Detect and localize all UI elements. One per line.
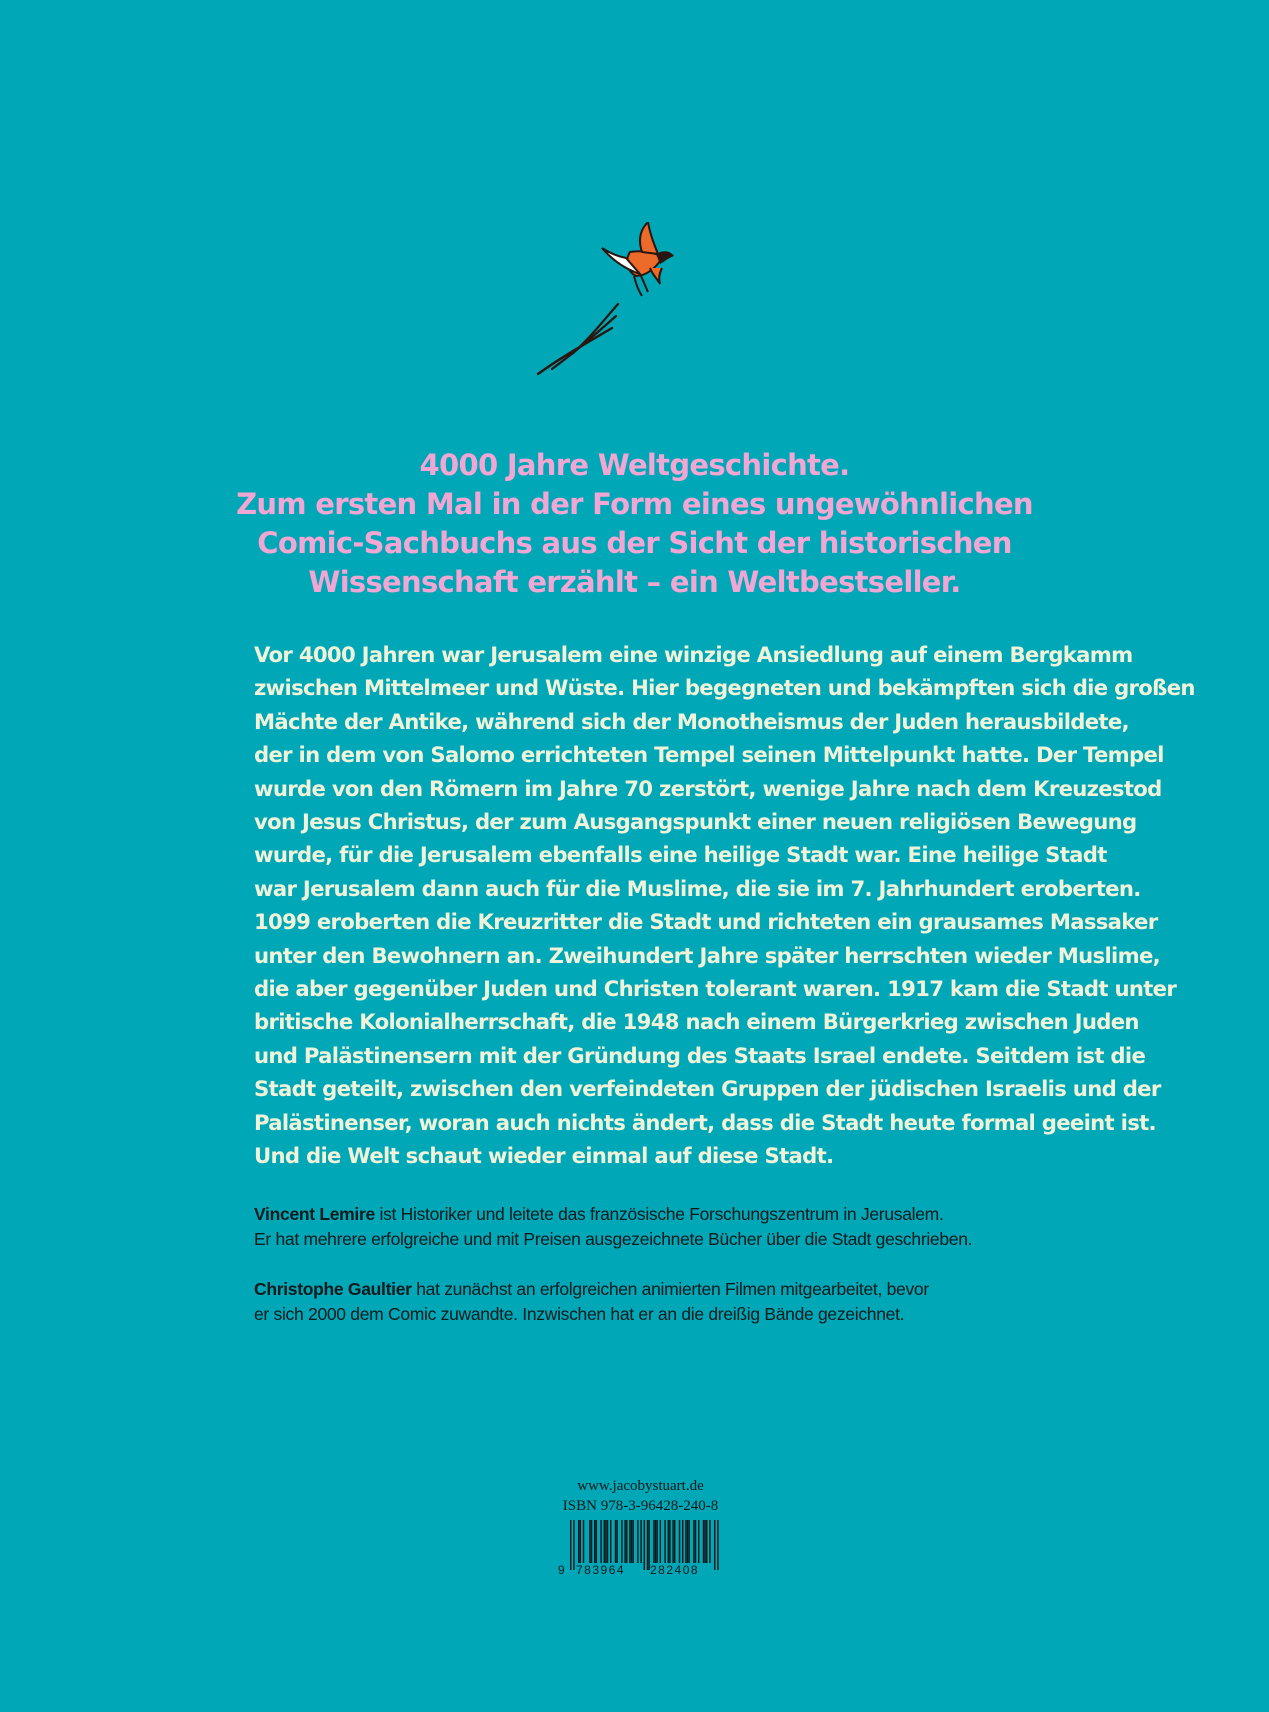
barcode-bar [688,1520,689,1563]
author-name: Vincent Lemire [254,1204,375,1224]
barcode-bar [695,1520,696,1563]
isbn-barcode [556,1518,728,1576]
blurb-line: und Palästinensern mit der Gründung des Staats Israel endete. Seitdem ist die [254,1042,1146,1068]
barcode-bar [578,1520,579,1563]
barcode-bar [679,1520,680,1563]
blurb-line: Und die Welt schaut wieder einmal auf diese Stadt. [254,1143,834,1169]
barcode-bar [583,1520,584,1563]
blurb-line: wurde von den Römern im Jahre 70 zerstört, wenige Jahre nach dem Kreuzestod [254,775,1162,801]
publisher-info [553,1476,728,1516]
blurb-paragraph [254,638,1195,1173]
barcode-bar [685,1520,686,1563]
headline [200,446,1069,602]
barcode-bar [698,1520,699,1563]
blurb-line: wurde, für die Jerusalem ebenfalls eine heilige Stadt war. Eine heilige Stadt [254,842,1107,868]
barcode-bar [573,1520,574,1570]
illustrator-name: Christophe Gaultier [254,1279,412,1299]
barcode-bar [644,1520,645,1570]
barcode-bar [610,1520,611,1563]
barcode-bar [668,1520,669,1563]
blurb-line: von Jesus Christus, der zum Ausgangspunkt einer neuen religiösen Bewegung [254,809,1137,835]
blurb-line: britische Kolonialherrschaft, die 1948 nach einem Bürgerkrieg zwischen Juden [254,1009,1139,1035]
barcode-bar [594,1520,595,1563]
bio-line: er sich 2000 dem Comic zuwandte. Inzwischen hat er an die dreißig Bände gezeichnet. [254,1304,905,1324]
barcode-bar [714,1520,715,1570]
flying-bird-icon [530,222,720,382]
headline-line: 4000 Jahre Weltgeschichte. [419,448,850,482]
blurb-line: die aber gegenüber Juden und Christen tolerant waren. 1917 kam die Stadt unter [254,976,1177,1002]
blurb-line: zwischen Mittelmeer und Wüste. Hier begegneten und bekämpften sich die großen [254,675,1195,701]
barcode-bar [605,1520,606,1563]
blurb-line: war Jerusalem dann auch für die Muslime, die sie im 7. Jahrhundert eroberten. [254,875,1141,901]
bio-text: ist Historiker und leitete das französische Forschungszentrum in Jerusalem. [374,1204,944,1224]
blurb-line: Palästinenser, woran auch nichts ändert, dass die Stadt heute formal geeint ist. [254,1109,1156,1135]
barcode-bar [600,1520,601,1563]
barcode-bar [706,1520,707,1563]
barcode-bar [589,1520,590,1563]
barcode-digit-prefix: 9 [558,1563,565,1576]
barcode-bar [672,1520,673,1563]
barcode-bar [653,1520,654,1563]
barcode-digit-group-right: 282408 [650,1563,700,1576]
barcode-bar [604,1520,605,1563]
publisher-website: www.jacobystuart.de [577,1478,704,1494]
barcode-bar [626,1520,627,1563]
headline-line: Zum ersten Mal in der Form eines ungewöhnlichen [236,487,1033,521]
blurb-line: 1099 eroberten die Kreuzritter die Stadt und richteten ein grausames Massaker [254,909,1158,935]
barcode-bar [660,1520,661,1563]
barcode-bar [580,1520,581,1563]
barcode-bar [709,1520,710,1563]
barcode-bar [629,1520,630,1563]
blurb-line: Mächte der Antike, während sich der Monotheismus der Juden herausbildete, [254,708,1129,734]
blurb-line: Vor 4000 Jahren war Jerusalem eine winzige Ansiedlung auf einem Bergkamm [254,642,1133,667]
barcode-bar [596,1520,597,1563]
barcode-bar [674,1520,675,1563]
barcode-bar [615,1520,616,1563]
barcode-bar [591,1520,592,1563]
headline-line: Wissenschaft erzählt – ein Weltbestseller. [308,565,961,599]
headline-line: Comic-Sachbuchs aus der Sicht der historischen [257,526,1012,560]
illustrator-bio-gaultier [254,1277,1054,1327]
barcode-bar [703,1520,704,1563]
barcode-bar [607,1520,608,1563]
barcode-bar [687,1520,688,1563]
bio-line: Er hat mehrere erfolgreiche und mit Preisen ausgezeichnete Bücher über die Stadt geschrieben. [254,1229,973,1249]
blurb-line: der in dem von Salomo errichteten Tempel seinen Mittelpunkt hatte. Der Tempel [254,742,1164,768]
bio-line [254,1202,1054,1227]
barcode-bar [632,1520,633,1563]
isbn-number: ISBN 978-3-96428-240-8 [562,1498,719,1514]
barcode-bar [647,1520,648,1570]
barcode-bar [570,1520,571,1570]
barcode-digit-group-left: 783964 [576,1563,626,1576]
barcode-bar [655,1520,656,1563]
barcode-bar [656,1520,657,1563]
bio-line [254,1277,1054,1302]
barcode-bar [624,1520,625,1563]
barcode-bar [704,1520,705,1563]
barcode-bar [616,1520,617,1563]
barcode-bar [669,1520,670,1563]
barcode-bar [637,1520,638,1563]
barcode-bar [664,1520,665,1563]
blurb-line: unter den Bewohnern an. Zweihundert Jahre später herrschten wieder Muslime, [254,942,1160,968]
barcode-bar [621,1520,622,1563]
bio-text: hat zunächst an erfolgreichen animierten Filmen mitgearbeitet, bevor [411,1279,929,1299]
barcode-bar [682,1520,683,1563]
barcode-bar [717,1520,718,1570]
barcode-bar [693,1520,694,1563]
blurb-line: Stadt geteilt, zwischen den verfeindeten Gruppen der jüdischen Israelis und der [254,1076,1161,1102]
author-bio-lemire [254,1202,1054,1252]
barcode-bar [640,1520,641,1563]
barcode-bar [631,1520,632,1563]
